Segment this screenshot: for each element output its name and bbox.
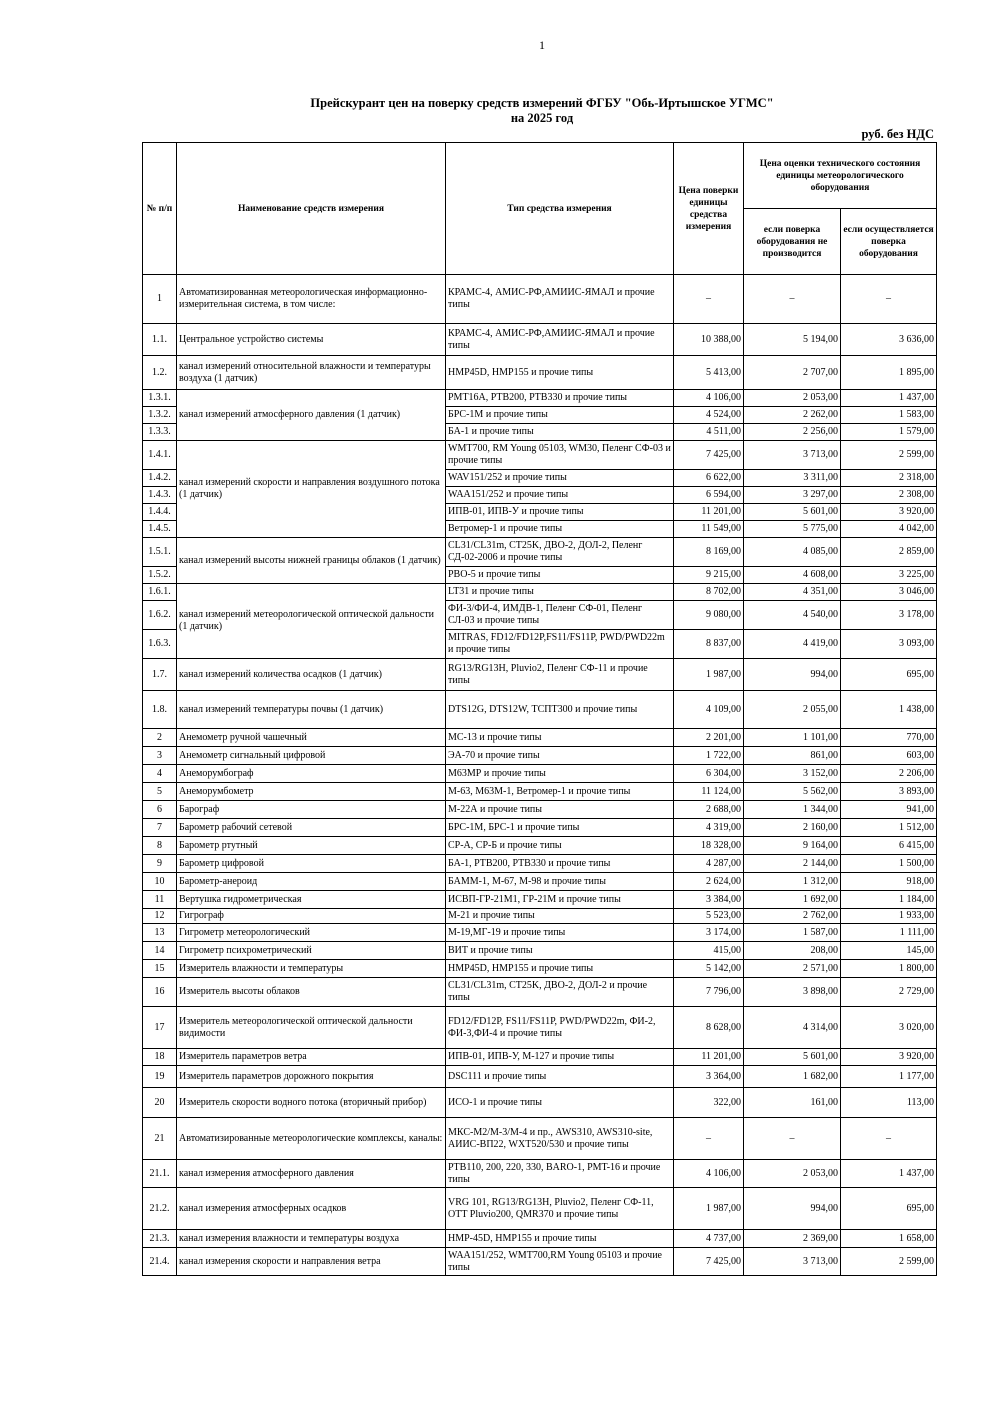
assessment-price-no-verification: 2 256,00 [744, 424, 841, 441]
assessment-price-no-verification: 1 692,00 [744, 891, 841, 909]
instrument-name: канал измерения влажности и температуры воздуха [177, 1230, 446, 1248]
verification-price: 6 304,00 [674, 765, 744, 783]
instrument-name: канал измерения атмосферного давления [177, 1160, 446, 1188]
header-num: № п/п [143, 143, 177, 275]
instrument-name: Измеритель высоты облаков [177, 978, 446, 1007]
assessment-price-with-verification: 1 933,00 [841, 909, 937, 924]
verification-price: 4 524,00 [674, 407, 744, 424]
row-number: 11 [143, 891, 177, 909]
verification-price: 11 201,00 [674, 504, 744, 521]
instrument-type: БАММ-1, М-67, М-98 и прочие типы [446, 873, 674, 891]
instrument-type: СР-А, СР-Б и прочие типы [446, 837, 674, 855]
assessment-price-with-verification: 1 438,00 [841, 691, 937, 729]
instrument-type: ВИТ и прочие типы [446, 942, 674, 960]
assessment-price-with-verification: 918,00 [841, 873, 937, 891]
verification-price: 5 413,00 [674, 356, 744, 390]
instrument-type: ИПВ-01, ИПВ-У и прочие типы [446, 504, 674, 521]
verification-price: 8 702,00 [674, 584, 744, 601]
instrument-name: Измеритель метеорологической оптической дальности видимости [177, 1007, 446, 1049]
table-row [143, 960, 937, 978]
row-number: 13 [143, 924, 177, 942]
assessment-price-with-verification: 603,00 [841, 747, 937, 765]
verification-price: 4 511,00 [674, 424, 744, 441]
row-number: 2 [143, 729, 177, 747]
assessment-price-with-verification: 1 579,00 [841, 424, 937, 441]
instrument-type: ЭА-70 и прочие типы [446, 747, 674, 765]
verification-price: 6 622,00 [674, 470, 744, 487]
assessment-price-no-verification: 3 713,00 [744, 1248, 841, 1276]
verification-price: 2 624,00 [674, 873, 744, 891]
instrument-name: Измеритель влажности и температуры [177, 960, 446, 978]
assessment-price-with-verification: 1 800,00 [841, 960, 937, 978]
table-row [143, 1066, 937, 1088]
assessment-price-no-verification: 9 164,00 [744, 837, 841, 855]
verification-price: 3 364,00 [674, 1066, 744, 1088]
instrument-name: канал измерения атмосферных осадков [177, 1188, 446, 1230]
row-number: 21.3. [143, 1230, 177, 1248]
instrument-name: Барометр ртутный [177, 837, 446, 855]
assessment-price-with-verification: 1 437,00 [841, 390, 937, 407]
table-row [143, 891, 937, 909]
table-row [143, 942, 937, 960]
assessment-price-no-verification: 2 055,00 [744, 691, 841, 729]
row-number: 8 [143, 837, 177, 855]
table-row [143, 1049, 937, 1066]
instrument-name: Анеморумбометр [177, 783, 446, 801]
verification-price: 8 628,00 [674, 1007, 744, 1049]
assessment-price-no-verification: 5 601,00 [744, 504, 841, 521]
verification-price: 3 384,00 [674, 891, 744, 909]
verification-price: 2 688,00 [674, 801, 744, 819]
assessment-price-with-verification: 1 658,00 [841, 1230, 937, 1248]
row-number: 21 [143, 1118, 177, 1160]
instrument-type: PTB110, 200, 220, 330, BARO-1, PMT-16 и прочие типы [446, 1160, 674, 1188]
assessment-price-no-verification: 1 344,00 [744, 801, 841, 819]
assessment-price-with-verification: 3 178,00 [841, 601, 937, 630]
header-name: Наименование средств измерения [177, 143, 446, 275]
table-row [143, 729, 937, 747]
row-number: 6 [143, 801, 177, 819]
row-number: 1.6.1. [143, 584, 177, 601]
instrument-name: Барометр-анероид [177, 873, 446, 891]
table-row [143, 1160, 937, 1188]
assessment-price-with-verification: 3 225,00 [841, 567, 937, 584]
instrument-type: ФИ-3/ФИ-4, ИМДВ-1, Пеленг СФ-01, Пеленг СЛ-03 и прочие типы [446, 601, 674, 630]
row-number: 1.3.1. [143, 390, 177, 407]
table-row [143, 909, 937, 924]
verification-price: 1 987,00 [674, 659, 744, 691]
row-number: 1.3.3. [143, 424, 177, 441]
row-number: 1.3.2. [143, 407, 177, 424]
row-number: 17 [143, 1007, 177, 1049]
table-row [143, 978, 937, 1007]
assessment-price-with-verification: 145,00 [841, 942, 937, 960]
instrument-name: Вертушка гидрометрическая [177, 891, 446, 909]
instrument-type: БРС-1М и прочие типы [446, 407, 674, 424]
assessment-price-with-verification: 1 184,00 [841, 891, 937, 909]
assessment-price-no-verification: 994,00 [744, 1188, 841, 1230]
verification-price: 7 425,00 [674, 1248, 744, 1276]
table-row [143, 538, 937, 567]
instrument-type: DSC111 и прочие типы [446, 1066, 674, 1088]
table-row [143, 1088, 937, 1118]
verification-price: 4 109,00 [674, 691, 744, 729]
assessment-price-with-verification: 2 599,00 [841, 441, 937, 470]
instrument-name: Измеритель скорости водного потока (вторичный прибор) [177, 1088, 446, 1118]
table-row [143, 1118, 937, 1160]
instrument-name: канал измерений атмосферного давления (1 датчик) [177, 390, 446, 441]
verification-price: 7 796,00 [674, 978, 744, 1007]
assessment-price-with-verification: 941,00 [841, 801, 937, 819]
row-number: 1.4.3. [143, 487, 177, 504]
instrument-type: MITRAS, FD12/FD12P,FS11/FS11P, PWD/PWD22m и прочие типы [446, 630, 674, 659]
row-number: 5 [143, 783, 177, 801]
assessment-price-with-verification: 4 042,00 [841, 521, 937, 538]
row-number: 1.4.4. [143, 504, 177, 521]
row-number: 1.4.5. [143, 521, 177, 538]
assessment-price-with-verification: 695,00 [841, 1188, 937, 1230]
table-row [143, 1230, 937, 1248]
table-row [143, 1248, 937, 1276]
instrument-type: МС-13 и прочие типы [446, 729, 674, 747]
row-number: 20 [143, 1088, 177, 1118]
table-row [143, 324, 937, 356]
row-number: 12 [143, 909, 177, 924]
table-row [143, 819, 937, 837]
row-number: 1.2. [143, 356, 177, 390]
table-row [143, 275, 937, 324]
table-row [143, 441, 937, 470]
instrument-type: КРАМС-4, АМИС-РФ,АМИИС-ЯМАЛ и прочие типы [446, 324, 674, 356]
instrument-type: RG13/RG13H, Pluvio2, Пеленг СФ-11 и прочие типы [446, 659, 674, 691]
assessment-price-no-verification: 2 053,00 [744, 1160, 841, 1188]
instrument-name: Автоматизированные метеорологические комплексы, каналы: [177, 1118, 446, 1160]
table-row [143, 837, 937, 855]
row-number: 21.2. [143, 1188, 177, 1230]
verification-price: 5 142,00 [674, 960, 744, 978]
instrument-type: FD12/FD12P, FS11/FS11P, PWD/PWD22m, ФИ-2, ФИ-3,ФИ-4 и прочие типы [446, 1007, 674, 1049]
verification-price: 18 328,00 [674, 837, 744, 855]
instrument-type: PMT16A, PTB200, PTB330 и прочие типы [446, 390, 674, 407]
assessment-price-with-verification: 2 729,00 [841, 978, 937, 1007]
verification-price: 3 174,00 [674, 924, 744, 942]
verification-price: 11 201,00 [674, 1049, 744, 1066]
assessment-price-no-verification: 2 160,00 [744, 819, 841, 837]
verification-price: 415,00 [674, 942, 744, 960]
assessment-price-no-verification: 4 419,00 [744, 630, 841, 659]
instrument-type: HMP45D, HMP155 и прочие типы [446, 960, 674, 978]
assessment-price-with-verification: 3 020,00 [841, 1007, 937, 1049]
instrument-type: WAV151/252 и прочие типы [446, 470, 674, 487]
instrument-type: М-19,МГ-19 и прочие типы [446, 924, 674, 942]
verification-price: 4 106,00 [674, 1160, 744, 1188]
instrument-type: CL31/CL31m, CT25K, ДВО-2, ДОЛ-2, Пеленг СД-02-2006 и прочие типы [446, 538, 674, 567]
instrument-type: HMP-45D, HMP155 и прочие типы [446, 1230, 674, 1248]
instrument-type: БРС-1М, БРС-1 и прочие типы [446, 819, 674, 837]
verification-price: 4 319,00 [674, 819, 744, 837]
row-number: 16 [143, 978, 177, 1007]
assessment-price-no-verification: 861,00 [744, 747, 841, 765]
instrument-name: канал измерения скорости и направления ветра [177, 1248, 446, 1276]
verification-price: 1 722,00 [674, 747, 744, 765]
row-number: 9 [143, 855, 177, 873]
row-number: 1.4.2. [143, 470, 177, 487]
header-assessment-no-verification: если поверка оборудования не производится [744, 209, 841, 275]
instrument-name: канал измерений количества осадков (1 датчик) [177, 659, 446, 691]
price-table [142, 142, 937, 1276]
assessment-price-no-verification: 3 152,00 [744, 765, 841, 783]
assessment-price-no-verification: – [744, 275, 841, 324]
instrument-name: канал измерений метеорологической оптической дальности (1 датчик) [177, 584, 446, 659]
assessment-price-with-verification: 1 512,00 [841, 819, 937, 837]
assessment-price-no-verification: 994,00 [744, 659, 841, 691]
assessment-price-with-verification: 1 895,00 [841, 356, 937, 390]
assessment-price-no-verification: 2 707,00 [744, 356, 841, 390]
row-number: 1.4.1. [143, 441, 177, 470]
instrument-type: VRG 101, RG13/RG13H, Pluvio2, Пеленг СФ-11, OTT Pluvio200, QMR370 и прочие типы [446, 1188, 674, 1230]
assessment-price-no-verification: 4 085,00 [744, 538, 841, 567]
verification-price: 2 201,00 [674, 729, 744, 747]
assessment-price-no-verification: 208,00 [744, 942, 841, 960]
assessment-price-with-verification: 1 437,00 [841, 1160, 937, 1188]
row-number: 4 [143, 765, 177, 783]
table-row [143, 783, 937, 801]
table-row [143, 924, 937, 942]
instrument-type: WAA151/252 и прочие типы [446, 487, 674, 504]
assessment-price-no-verification: 3 898,00 [744, 978, 841, 1007]
verification-price: 4 287,00 [674, 855, 744, 873]
instrument-type: ИСВП-ГР-21М1, ГР-21М и прочие типы [446, 891, 674, 909]
assessment-price-with-verification: 1 111,00 [841, 924, 937, 942]
row-number: 1.5.2. [143, 567, 177, 584]
instrument-type: ИПВ-01, ИПВ-У, М-127 и прочие типы [446, 1049, 674, 1066]
header-type: Тип средства измерения [446, 143, 674, 275]
assessment-price-no-verification: 4 540,00 [744, 601, 841, 630]
row-number: 1.5.1. [143, 538, 177, 567]
table-row [143, 855, 937, 873]
assessment-price-no-verification: 3 311,00 [744, 470, 841, 487]
instrument-type: РВО-5 и прочие типы [446, 567, 674, 584]
assessment-price-with-verification: 113,00 [841, 1088, 937, 1118]
table-row [143, 765, 937, 783]
instrument-name: Центральное устройство системы [177, 324, 446, 356]
instrument-name: Измеритель параметров дорожного покрытия [177, 1066, 446, 1088]
row-number: 1.1. [143, 324, 177, 356]
table-row [143, 873, 937, 891]
assessment-price-with-verification: 6 415,00 [841, 837, 937, 855]
instrument-type: DTS12G, DTS12W, ТСПТ300 и прочие типы [446, 691, 674, 729]
row-number: 3 [143, 747, 177, 765]
assessment-price-no-verification: 2 144,00 [744, 855, 841, 873]
row-number: 1.7. [143, 659, 177, 691]
instrument-name: Барометр цифровой [177, 855, 446, 873]
assessment-price-with-verification: 1 500,00 [841, 855, 937, 873]
assessment-price-with-verification: 2 599,00 [841, 1248, 937, 1276]
assessment-price-with-verification: 770,00 [841, 729, 937, 747]
assessment-price-with-verification: 3 046,00 [841, 584, 937, 601]
instrument-name: Измеритель параметров ветра [177, 1049, 446, 1066]
verification-price: 11 549,00 [674, 521, 744, 538]
verification-price: 5 523,00 [674, 909, 744, 924]
assessment-price-no-verification: 1 682,00 [744, 1066, 841, 1088]
instrument-name: канал измерений температуры почвы (1 датчик) [177, 691, 446, 729]
assessment-price-no-verification: 161,00 [744, 1088, 841, 1118]
header-assessment-with-verification: если осуществляется поверка оборудования [841, 209, 937, 275]
verification-price: 9 215,00 [674, 567, 744, 584]
instrument-type: CL31/CL31m, CT25K, ДВО-2, ДОЛ-2 и прочие типы [446, 978, 674, 1007]
instrument-name: канал измерений высоты нижней границы облаков (1 датчик) [177, 538, 446, 584]
verification-price: 322,00 [674, 1088, 744, 1118]
instrument-name: Анеморумбограф [177, 765, 446, 783]
assessment-price-no-verification: 2 762,00 [744, 909, 841, 924]
row-number: 15 [143, 960, 177, 978]
assessment-price-with-verification: – [841, 1118, 937, 1160]
verification-price: 9 080,00 [674, 601, 744, 630]
assessment-price-with-verification: 1 177,00 [841, 1066, 937, 1088]
verification-price: 11 124,00 [674, 783, 744, 801]
verification-price: – [674, 1118, 744, 1160]
assessment-price-with-verification: 2 206,00 [841, 765, 937, 783]
assessment-price-no-verification: 3 297,00 [744, 487, 841, 504]
header-price: Цена поверки единицы средства измерения [674, 143, 744, 275]
verification-price: 6 594,00 [674, 487, 744, 504]
assessment-price-no-verification: 1 587,00 [744, 924, 841, 942]
table-row [143, 390, 937, 407]
instrument-type: HMP45D, HMP155 и прочие типы [446, 356, 674, 390]
page-number: 1 [539, 38, 545, 52]
title-line-2: на 2025 год [510, 111, 574, 125]
verification-price: 8 837,00 [674, 630, 744, 659]
instrument-name: Анемометр ручной чашечный [177, 729, 446, 747]
assessment-price-with-verification: 695,00 [841, 659, 937, 691]
assessment-price-no-verification: 1 101,00 [744, 729, 841, 747]
instrument-type: ИСО-1 и прочие типы [446, 1088, 674, 1118]
verification-price: 4 106,00 [674, 390, 744, 407]
verification-price: 10 388,00 [674, 324, 744, 356]
assessment-price-no-verification: 5 194,00 [744, 324, 841, 356]
assessment-price-no-verification: 2 571,00 [744, 960, 841, 978]
instrument-type: МКС-М2/М-3/М-4 и пр., AWS310, AWS310-site, АИИС-ВП22, WXT520/530 и прочие типы [446, 1118, 674, 1160]
instrument-type: М-22А и прочие типы [446, 801, 674, 819]
assessment-price-no-verification: 4 314,00 [744, 1007, 841, 1049]
title-line-1: Прейскурант цен на поверку средств измерений ФГБУ "Обь-Иртышское УГМС" [310, 96, 774, 110]
assessment-price-with-verification: 3 893,00 [841, 783, 937, 801]
assessment-price-no-verification: 5 775,00 [744, 521, 841, 538]
assessment-price-no-verification: 4 351,00 [744, 584, 841, 601]
verification-price: 1 987,00 [674, 1188, 744, 1230]
table-row [143, 356, 937, 390]
instrument-name: Гигрометр метеорологический [177, 924, 446, 942]
assessment-price-with-verification: 2 859,00 [841, 538, 937, 567]
table-row [143, 584, 937, 601]
instrument-type: WMT700, RM Young 05103, WM30, Пеленг СФ-03 и прочие типы [446, 441, 674, 470]
row-number: 19 [143, 1066, 177, 1088]
instrument-name: Автоматизированная метеорологическая информационно-измерительная система, в том числе: [177, 275, 446, 324]
row-number: 18 [143, 1049, 177, 1066]
row-number: 1.6.2. [143, 601, 177, 630]
instrument-name: канал измерений скорости и направления воздушного потока (1 датчик) [177, 441, 446, 538]
assessment-price-with-verification: 3 636,00 [841, 324, 937, 356]
instrument-type: КРАМС-4, АМИС-РФ,АМИИС-ЯМАЛ и прочие типы [446, 275, 674, 324]
assessment-price-with-verification: 3 920,00 [841, 1049, 937, 1066]
assessment-price-with-verification: 3 093,00 [841, 630, 937, 659]
instrument-type: Ветромер-1 и прочие типы [446, 521, 674, 538]
instrument-type: БА-1, PTB200, PTB330 и прочие типы [446, 855, 674, 873]
instrument-type: М63МР и прочие типы [446, 765, 674, 783]
instrument-name: канал измерений относительной влажности и температуры воздуха (1 датчик) [177, 356, 446, 390]
instrument-name: Гигрометр психрометрический [177, 942, 446, 960]
instrument-type: М-21 и прочие типы [446, 909, 674, 924]
row-number: 7 [143, 819, 177, 837]
row-number: 10 [143, 873, 177, 891]
instrument-type: WAA151/252, WMT700,RM Young 05103 и прочие типы [446, 1248, 674, 1276]
instrument-type: LT31 и прочие типы [446, 584, 674, 601]
row-number: 1.8. [143, 691, 177, 729]
instrument-name: Барометр рабочий сетевой [177, 819, 446, 837]
document-title [0, 96, 992, 126]
assessment-price-with-verification: 2 318,00 [841, 470, 937, 487]
verification-price: 7 425,00 [674, 441, 744, 470]
verification-price: 8 169,00 [674, 538, 744, 567]
row-number: 1.6.3. [143, 630, 177, 659]
row-number: 21.1. [143, 1160, 177, 1188]
verification-price: – [674, 275, 744, 324]
instrument-type: БА-1 и прочие типы [446, 424, 674, 441]
table-row [143, 659, 937, 691]
table-row [143, 801, 937, 819]
table-row [143, 1007, 937, 1049]
assessment-price-no-verification: 1 312,00 [744, 873, 841, 891]
verification-price: 4 737,00 [674, 1230, 744, 1248]
instrument-name: Гигрограф [177, 909, 446, 924]
row-number: 1 [143, 275, 177, 324]
assessment-price-with-verification: 1 583,00 [841, 407, 937, 424]
assessment-price-no-verification: 5 601,00 [744, 1049, 841, 1066]
assessment-price-no-verification: 2 369,00 [744, 1230, 841, 1248]
table-row [143, 691, 937, 729]
instrument-name: Барограф [177, 801, 446, 819]
assessment-price-no-verification: 2 262,00 [744, 407, 841, 424]
instrument-type: М-63, М63М-1, Ветромер-1 и прочие типы [446, 783, 674, 801]
row-number: 21.4. [143, 1248, 177, 1276]
row-number: 14 [143, 942, 177, 960]
assessment-price-with-verification: 3 920,00 [841, 504, 937, 521]
table-row [143, 1188, 937, 1230]
assessment-price-with-verification: 2 308,00 [841, 487, 937, 504]
assessment-price-no-verification: 4 608,00 [744, 567, 841, 584]
assessment-price-with-verification: – [841, 275, 937, 324]
instrument-name: Анемометр сигнальный цифровой [177, 747, 446, 765]
assessment-price-no-verification: – [744, 1118, 841, 1160]
assessment-price-no-verification: 3 713,00 [744, 441, 841, 470]
header-assessment-group: Цена оценки технического состояния единицы метеорологического оборудования [744, 143, 937, 209]
table-row [143, 747, 937, 765]
assessment-price-no-verification: 2 053,00 [744, 390, 841, 407]
assessment-price-no-verification: 5 562,00 [744, 783, 841, 801]
currency-note: руб. без НДС [861, 127, 934, 141]
